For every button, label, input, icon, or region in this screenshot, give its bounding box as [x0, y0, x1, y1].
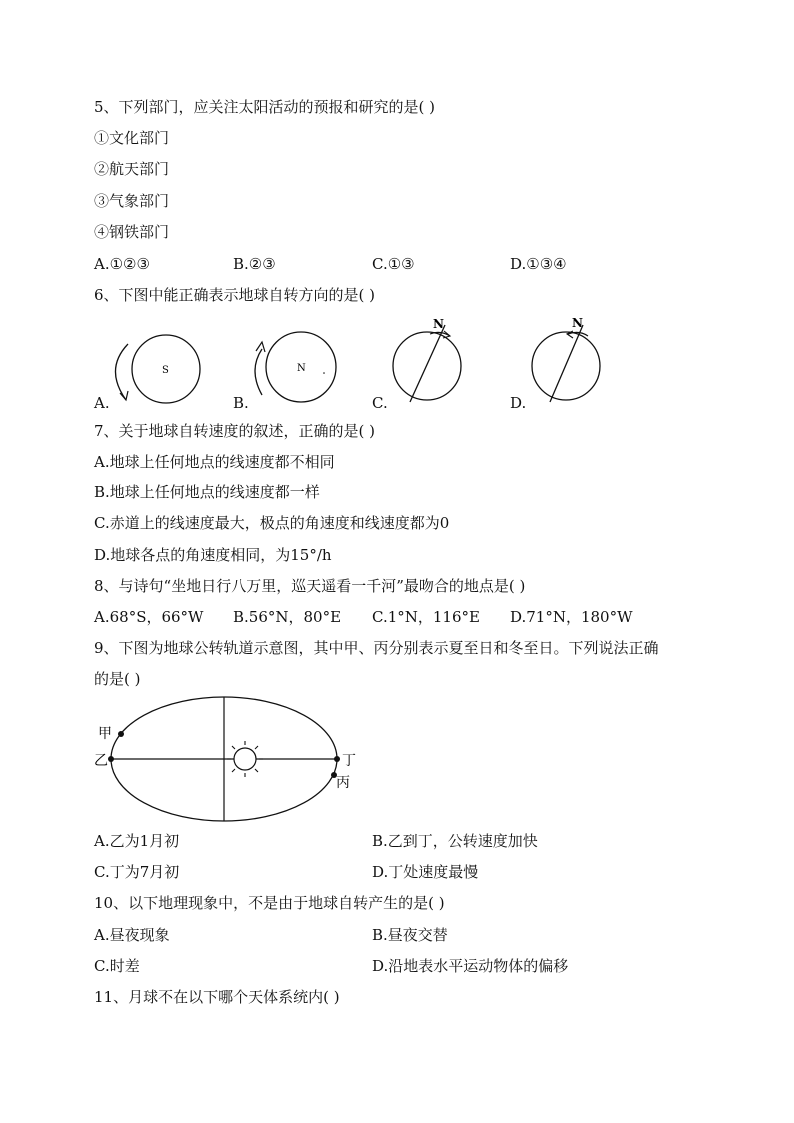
q7-option-d: D.地球各点的角速度相同，为15°/h	[94, 546, 332, 564]
label-jia: 甲	[98, 726, 112, 742]
q5-stem: 5、下列部门，应关注太阳活动的预报和研究的是( )	[94, 98, 436, 116]
q6-stem: 6、下图中能正确表示地球自转方向的是( )	[94, 286, 376, 304]
q6-label-d: D.	[510, 394, 527, 412]
q8-option-d: D.71°N，180°W	[510, 608, 633, 626]
q10-option-d: D.沿地表水平运动物体的偏移	[372, 957, 569, 975]
q9-option-c: C.丁为7月初	[94, 863, 180, 881]
q5-option-d: D.①③④	[510, 255, 567, 273]
q7-option-c: C.赤道上的线速度最大，极点的角速度和线速度都为0	[94, 514, 450, 532]
q8-option-c: C.1°N，116°E	[372, 608, 480, 626]
q9-option-d: D.丁处速度最慢	[372, 863, 479, 881]
q5-item-3: ③气象部门	[94, 192, 170, 210]
label-yi: 乙	[94, 753, 108, 769]
q6-north-label-c: N	[433, 317, 444, 331]
q8-stem: 8、与诗句“坐地日行八万里，巡天遥看一千河”最吻合的地点是( )	[94, 577, 526, 595]
q10-option-a: A.昼夜现象	[94, 926, 170, 944]
q6-figure	[0, 312, 794, 422]
q11-stem: 11、月球不在以下哪个天体系统内( )	[94, 988, 340, 1006]
q6-figure-a	[115, 335, 200, 403]
q8-option-b: B.56°N，80°E	[233, 608, 342, 626]
q9-orbit-figure	[0, 692, 794, 832]
point-jia	[118, 731, 124, 737]
q6-figure-c	[393, 317, 461, 402]
q5-option-c: C.①③	[372, 255, 415, 273]
q9-option-b: B.乙到丁，公转速度加快	[372, 832, 538, 850]
q6-label-b: B.	[233, 394, 249, 412]
point-yi	[108, 756, 114, 762]
q7-option-a: A.地球上任何地点的线速度都不相同	[94, 453, 335, 471]
q6-pole-label-a: S	[162, 365, 169, 376]
q5-option-b: B.②③	[233, 255, 276, 273]
q5-option-a: A.①②③	[94, 255, 150, 273]
q8-option-a: A.68°S，66°W	[94, 608, 204, 626]
q9-stem-line1: 9、下图为地球公转轨道示意图，其中甲、丙分别表示夏至日和冬至日。下列说法正确	[94, 639, 659, 657]
q6-label-c: C.	[372, 394, 388, 412]
label-ding: 丁	[342, 753, 356, 769]
label-bing: 丙	[336, 775, 350, 791]
q5-item-4: ④钢铁部门	[94, 223, 170, 241]
q7-option-b: B.地球上任何地点的线速度都一样	[94, 483, 320, 501]
q6-pole-label-b: N	[297, 363, 306, 374]
point-ding	[334, 756, 340, 762]
q7-stem: 7、关于地球自转速度的叙述，正确的是( )	[94, 422, 376, 440]
q6-figure-b	[255, 332, 336, 402]
q9-stem-line2: 的是( )	[94, 670, 141, 688]
q10-stem: 10、以下地理现象中，不是由于地球自转产生的是( )	[94, 894, 445, 912]
q10-option-b: B.昼夜交替	[372, 926, 448, 944]
q9-option-a: A.乙为1月初	[94, 832, 180, 850]
q5-item-2: ②航天部门	[94, 160, 170, 178]
q6-label-a: A.	[94, 394, 110, 412]
q6-figure-d	[532, 316, 600, 402]
q10-option-c: C.时差	[94, 957, 140, 975]
q5-item-1: ①文化部门	[94, 129, 170, 147]
q6-north-label-d: N	[572, 316, 583, 330]
